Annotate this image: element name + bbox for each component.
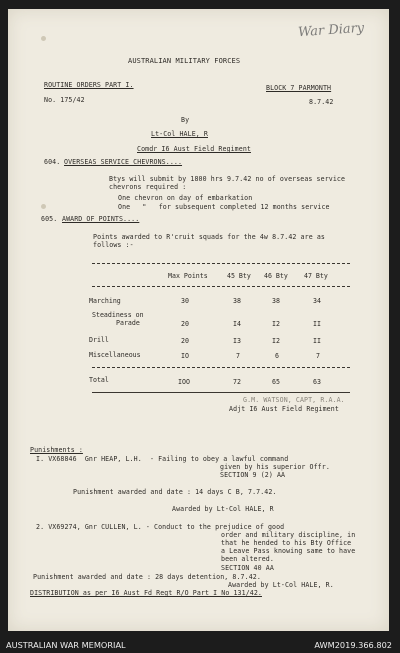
cell-max: 20 bbox=[181, 337, 189, 345]
cell-max: 20 bbox=[181, 320, 189, 328]
signature-name: G.M. WATSON, CAPT, R.A.A. bbox=[243, 396, 345, 404]
punishment-awarded-by: Awarded by Lt-Col HALE, R. bbox=[228, 581, 334, 589]
row-label: Miscellaneous bbox=[89, 351, 141, 359]
section-line: One " for subsequent completed 12 months service bbox=[118, 203, 330, 211]
row-label-cont: Parade bbox=[116, 319, 140, 327]
total-label: Total bbox=[89, 376, 109, 384]
section-number: 605. bbox=[41, 215, 58, 223]
total-46-bty: 65 bbox=[272, 378, 280, 386]
punishment-line: I. VX68846 Gnr HEAP, L.H. - Failing to obey a lawful command bbox=[36, 455, 289, 463]
section-line: follows :- bbox=[93, 241, 134, 249]
block-label: BLOCK 7 PARMONTH bbox=[266, 84, 332, 92]
row-label: Steadiness on bbox=[92, 311, 144, 319]
punishment-award: Punishment awarded and date : 28 days detention, 8.7.42. bbox=[33, 573, 261, 581]
unit-heading: AUSTRALIAN MILITARY FORCES bbox=[128, 57, 241, 65]
punishment-line: given by his superior Offr. bbox=[220, 463, 330, 471]
punch-hole bbox=[41, 36, 46, 41]
cell-45-bty: 38 bbox=[233, 297, 241, 305]
row-label: Marching bbox=[89, 297, 121, 305]
cell-47-bty: II bbox=[313, 337, 321, 345]
cell-max: 30 bbox=[181, 297, 189, 305]
distribution-line: DISTRIBUTION as per I6 Aust Fd Regt R/O Part I No 131/42. bbox=[30, 589, 262, 597]
row-label: Drill bbox=[89, 336, 109, 344]
footer-accession: AWM2019.366.802 bbox=[314, 640, 392, 650]
section-line: Btys will submit by 1800 hrs 9.7.42 no of overseas service bbox=[109, 175, 346, 183]
by-label: By bbox=[181, 116, 190, 124]
cell-47-bty: II bbox=[313, 320, 321, 328]
punishment-line: order and military discipline, in bbox=[221, 531, 356, 539]
cell-46-bty: I2 bbox=[272, 320, 280, 328]
orders-title: ROUTINE ORDERS PART I. bbox=[44, 81, 134, 89]
cell-47-bty: 34 bbox=[313, 297, 321, 305]
punishment-award: Punishment awarded and date : 14 days C B, 7.7.42. bbox=[73, 488, 277, 496]
section-line: One chevron on day of embarkation bbox=[118, 194, 253, 202]
order-date: 8.7.42 bbox=[309, 98, 334, 106]
table-rule-top bbox=[92, 263, 350, 264]
cell-45-bty: I3 bbox=[233, 337, 241, 345]
total-max: IOO bbox=[178, 378, 190, 386]
punishment-line: that he hended to his Bty Office bbox=[221, 539, 352, 547]
punishment-line: a Leave Pass knowing same to have bbox=[221, 547, 356, 555]
cell-46-bty: 38 bbox=[272, 297, 280, 305]
cell-46-bty: 6 bbox=[275, 352, 279, 360]
table-header: 47 Bty bbox=[304, 272, 328, 280]
footer-credit: AUSTRALIAN WAR MEMORIAL bbox=[6, 640, 126, 650]
section-title: OVERSEAS SERVICE CHEVRONS.... bbox=[64, 158, 183, 166]
punishment-line: SECTION 9 (2) AA bbox=[220, 471, 286, 479]
section-title: AWARD OF POINTS.... bbox=[62, 215, 140, 223]
table-rule-header bbox=[92, 286, 350, 287]
punishments-title: Punishments : bbox=[30, 446, 83, 454]
table-header: Max Points bbox=[168, 272, 208, 280]
commander-name: Lt-Col HALE, R bbox=[151, 130, 208, 138]
cell-45-bty: I4 bbox=[233, 320, 241, 328]
command-title: Comdr I6 Aust Field Regiment bbox=[137, 145, 251, 153]
handwritten-note: War Diary bbox=[297, 20, 365, 41]
table-rule-bottom bbox=[92, 392, 350, 393]
total-45-bty: 72 bbox=[233, 378, 241, 386]
cell-max: IO bbox=[181, 352, 189, 360]
order-number: No. 175/42 bbox=[44, 96, 85, 104]
punishment-line: 2. VX69274, Gnr CULLEN, L. - Conduct to the prejudice of good bbox=[36, 523, 285, 531]
table-header: 46 Bty bbox=[264, 272, 288, 280]
punishment-awarded-by: Awarded by Lt-Col HALE, R bbox=[172, 505, 274, 513]
punishment-line: been altered. bbox=[221, 555, 274, 563]
table-rule-total bbox=[92, 367, 350, 368]
table-header: 45 Bty bbox=[227, 272, 251, 280]
section-line: Points awarded to R'cruit squads for the 4w 8.7.42 are as bbox=[93, 233, 325, 241]
punishment-line: SECTION 40 AA bbox=[221, 564, 274, 572]
section-number: 604. bbox=[44, 158, 61, 166]
punch-hole bbox=[41, 204, 46, 209]
total-47-bty: 63 bbox=[313, 378, 321, 386]
cell-47-bty: 7 bbox=[316, 352, 320, 360]
signature-role: Adjt I6 Aust Field Regiment bbox=[229, 405, 339, 413]
cell-45-bty: 7 bbox=[236, 352, 240, 360]
section-line: chevrons required : bbox=[109, 183, 187, 191]
cell-46-bty: I2 bbox=[272, 337, 280, 345]
